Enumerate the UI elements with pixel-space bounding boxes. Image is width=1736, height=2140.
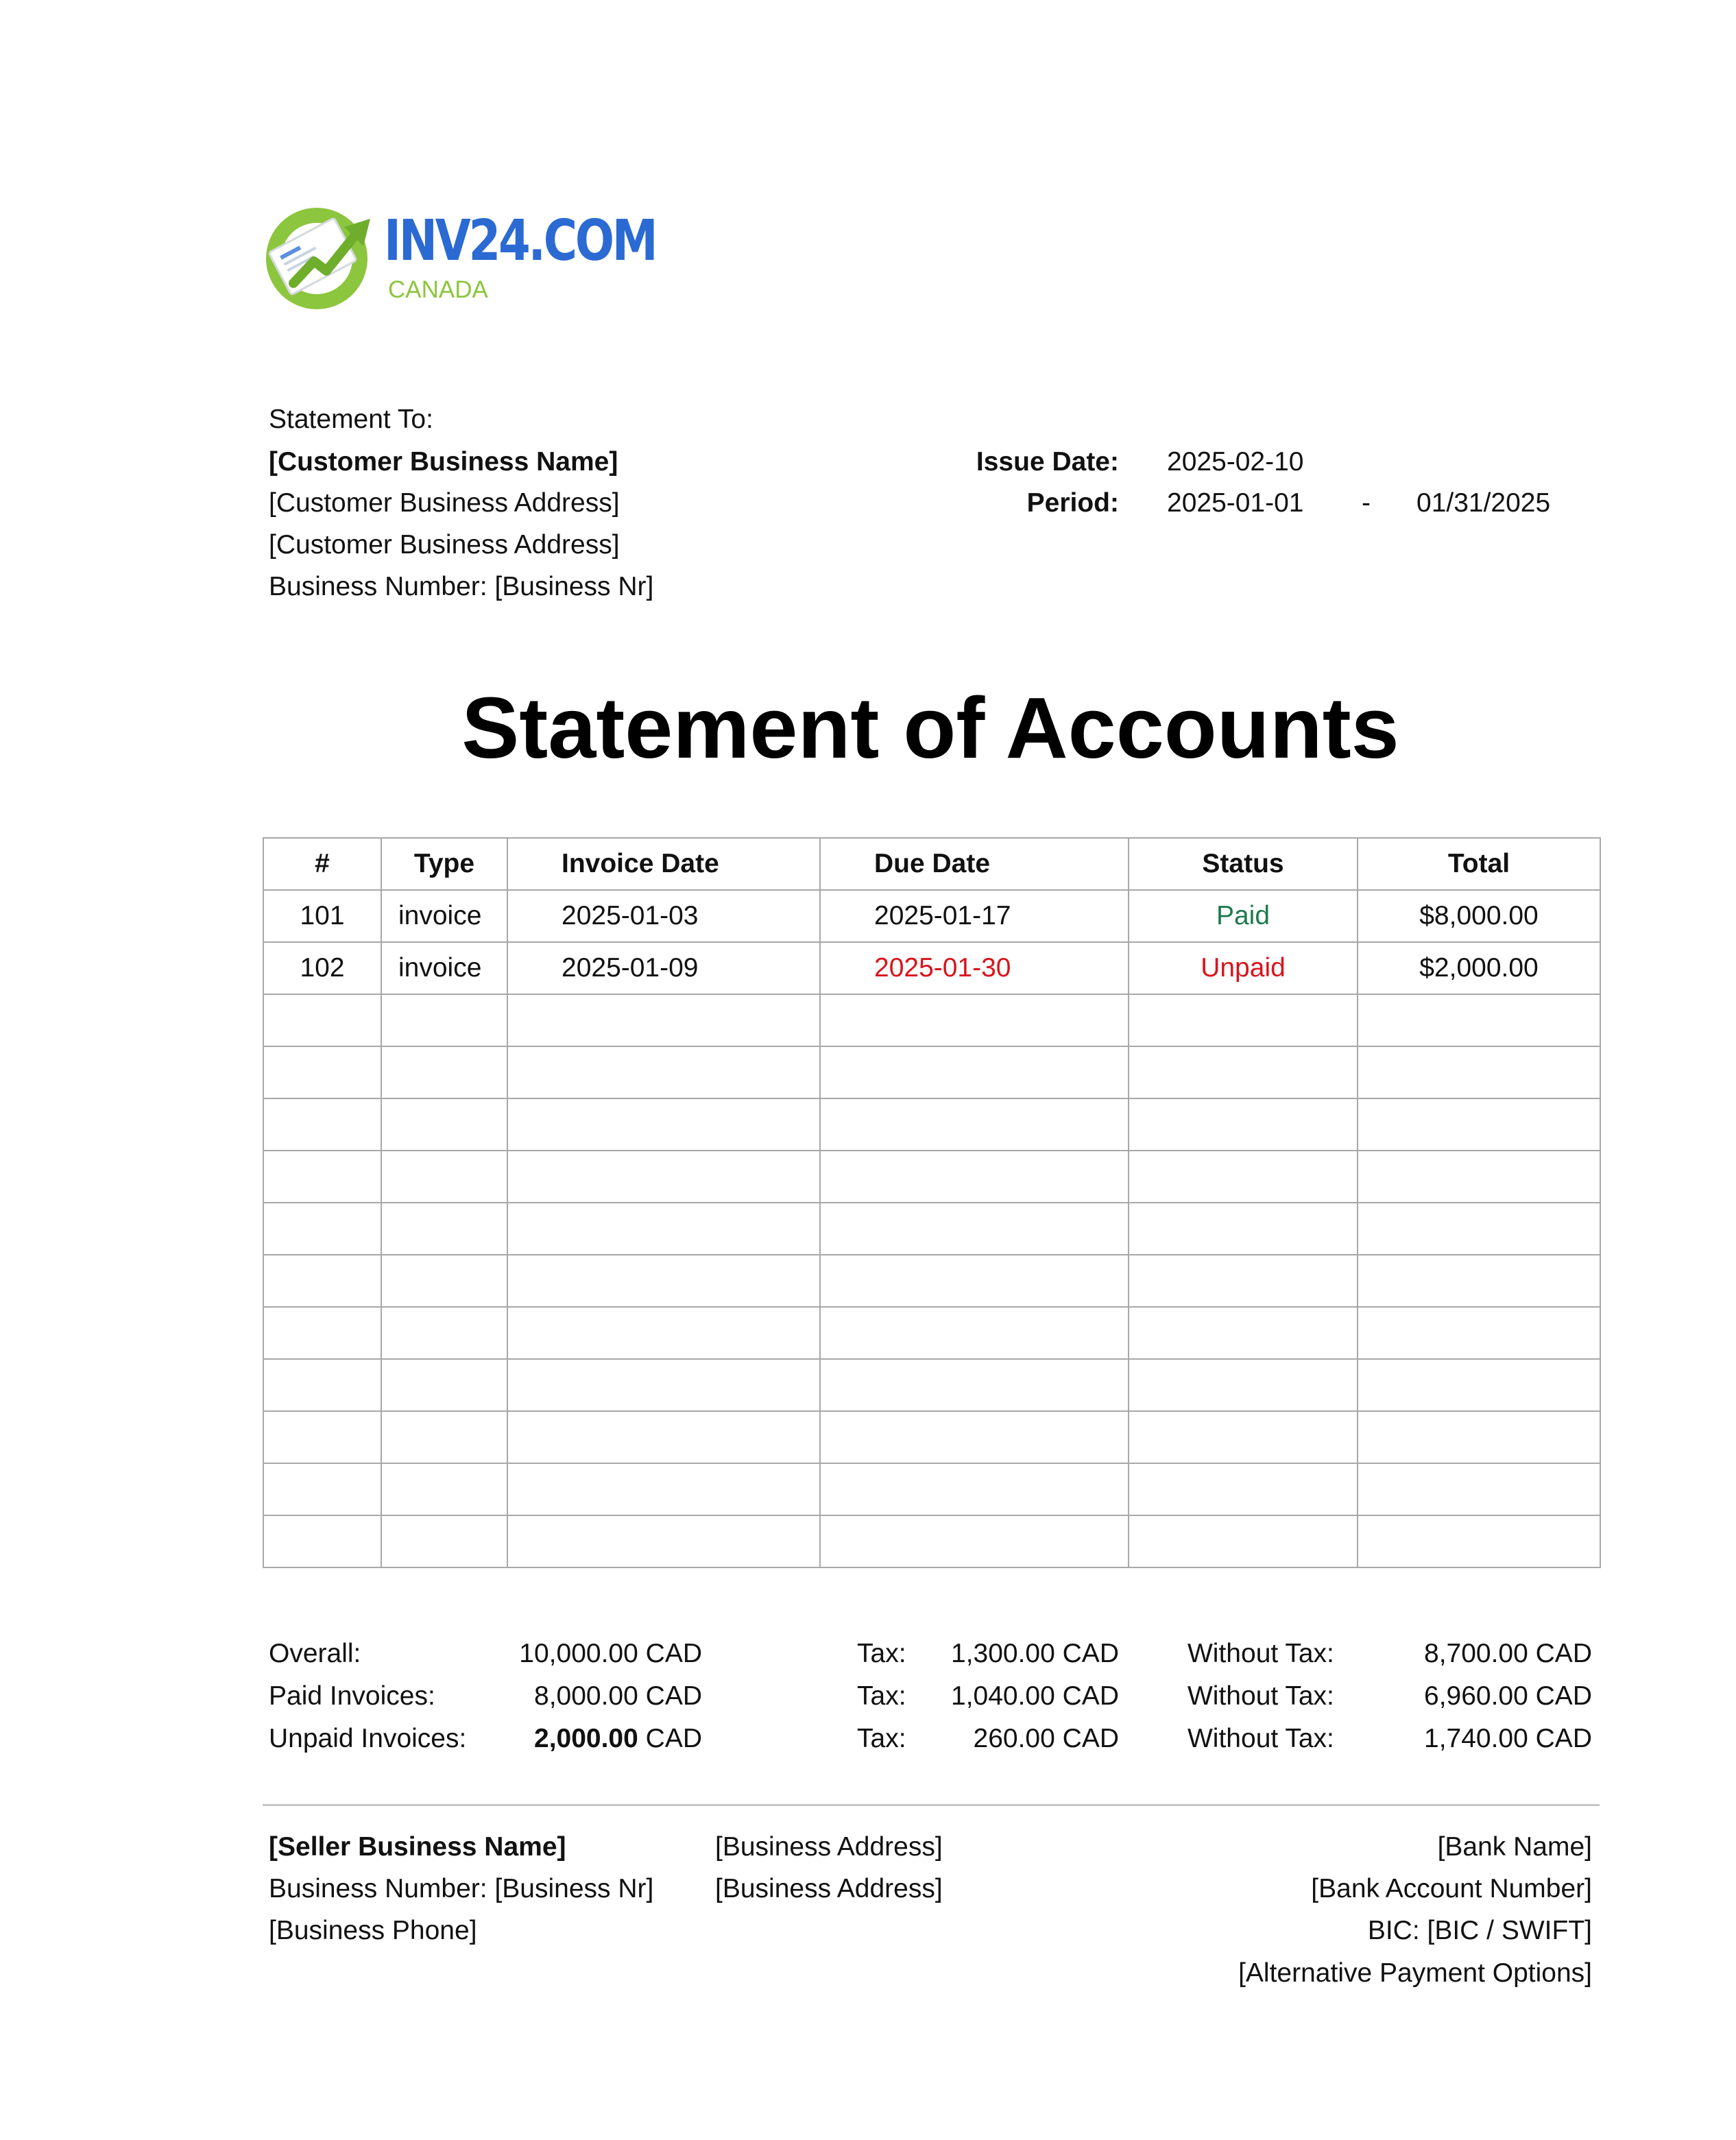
empty-cell	[1129, 1046, 1358, 1098]
empty-cell	[1358, 1515, 1600, 1567]
table-row-empty	[263, 1411, 1600, 1463]
empty-cell	[1129, 1359, 1358, 1411]
empty-cell	[1129, 1151, 1358, 1203]
empty-cell	[381, 994, 507, 1046]
empty-cell	[820, 1151, 1129, 1203]
empty-cell	[820, 994, 1129, 1046]
issue-date-label: Issue Date:	[976, 447, 1119, 477]
seller-address-line-1: [Business Address]	[715, 1832, 943, 1862]
empty-cell	[1129, 1515, 1358, 1567]
seller-address-line-2: [Business Address]	[715, 1874, 943, 1903]
seller-business-number: Business Number: [Business Nr]	[269, 1874, 654, 1903]
logo-name: INV24.COM	[384, 208, 656, 274]
column-header-number: #	[263, 838, 381, 890]
empty-cell	[507, 1411, 820, 1463]
customer-name: [Customer Business Name]	[269, 447, 618, 477]
empty-cell	[381, 1046, 507, 1098]
footer-divider	[263, 1804, 1600, 1806]
empty-cell	[1129, 1255, 1358, 1307]
empty-cell	[820, 1359, 1129, 1411]
bank-name: [Bank Name]	[1437, 1832, 1592, 1862]
summary-unpaid-tax: 260.00 CAD	[973, 1724, 1119, 1753]
row-due-date: 2025-01-17	[820, 890, 1129, 942]
logo-chart-icon	[261, 195, 377, 312]
table-row-empty	[263, 1359, 1600, 1411]
empty-cell	[1358, 994, 1600, 1046]
empty-cell	[507, 994, 820, 1046]
empty-cell	[820, 1515, 1129, 1567]
summary-unpaid-without-tax: 1,740.00 CAD	[1424, 1724, 1592, 1753]
row-total: $2,000.00	[1358, 942, 1600, 994]
table-header-row	[263, 838, 1600, 890]
column-header-type: Type	[381, 838, 507, 890]
empty-cell	[263, 1255, 381, 1307]
empty-cell	[263, 1411, 381, 1463]
table-row-empty	[263, 1515, 1600, 1567]
bank-account-number: [Bank Account Number]	[1311, 1874, 1592, 1903]
row-number: 102	[263, 942, 381, 994]
summary-paid-tax-label: Tax:	[857, 1681, 906, 1711]
empty-cell	[263, 1046, 381, 1098]
row-status: Unpaid	[1129, 942, 1358, 994]
empty-cell	[507, 1255, 820, 1307]
empty-cell	[507, 1463, 820, 1515]
empty-cell	[1358, 1098, 1600, 1151]
customer-address-line-2: [Customer Business Address]	[269, 530, 620, 560]
period-label: Period:	[1026, 488, 1119, 518]
logo-subtitle: CANADA	[388, 276, 488, 303]
empty-cell	[1358, 1411, 1600, 1463]
period-end: 01/31/2025	[1416, 488, 1551, 518]
summary-unpaid-label: Unpaid Invoices:	[269, 1724, 467, 1753]
summary-overall-without-tax: 8,700.00 CAD	[1424, 1639, 1592, 1668]
summary-unpaid-without-tax-label: Without Tax:	[1188, 1724, 1334, 1753]
empty-cell	[1358, 1307, 1600, 1359]
statement-to-heading: Statement To:	[269, 405, 433, 434]
summary-overall-without-tax-label: Without Tax:	[1188, 1639, 1334, 1668]
row-number: 101	[263, 890, 381, 942]
empty-cell	[820, 1203, 1129, 1255]
summary-unpaid-tax-label: Tax:	[857, 1724, 906, 1753]
summary-overall-amount: 10,000.00 CAD	[519, 1639, 702, 1668]
table-row	[263, 942, 1600, 994]
alternative-payment-options: [Alternative Payment Options]	[1238, 1958, 1592, 1988]
customer-address-line-1: [Customer Business Address]	[269, 488, 620, 518]
row-invoice-date: 2025-01-03	[507, 890, 820, 942]
row-status: Paid	[1129, 890, 1358, 942]
empty-cell	[1358, 1151, 1600, 1203]
column-header-invoice-date: Invoice Date	[507, 838, 820, 890]
summary-overall-tax: 1,300.00 CAD	[951, 1639, 1119, 1668]
empty-cell	[381, 1307, 507, 1359]
empty-cell	[263, 1098, 381, 1151]
table-row	[263, 890, 1600, 942]
empty-cell	[1129, 994, 1358, 1046]
empty-cell	[507, 1098, 820, 1151]
empty-cell	[381, 1255, 507, 1307]
empty-cell	[507, 1515, 820, 1567]
empty-cell	[1358, 1359, 1600, 1411]
table-row-empty	[263, 1255, 1600, 1307]
empty-cell	[263, 1463, 381, 1515]
empty-cell	[263, 1515, 381, 1567]
empty-cell	[820, 1046, 1129, 1098]
empty-cell	[507, 1151, 820, 1203]
empty-cell	[507, 1359, 820, 1411]
table-row-empty	[263, 1203, 1600, 1255]
summary-paid-tax: 1,040.00 CAD	[951, 1681, 1119, 1711]
summary-paid-amount: 8,000.00 CAD	[534, 1681, 702, 1711]
summary-unpaid-amount: 2,000.00 CAD	[534, 1724, 702, 1753]
empty-cell	[1129, 1203, 1358, 1255]
empty-cell	[381, 1463, 507, 1515]
table-row-empty	[263, 1463, 1600, 1515]
summary-overall-label: Overall:	[269, 1639, 361, 1668]
table-row-empty	[263, 1098, 1600, 1151]
empty-cell	[1129, 1307, 1358, 1359]
row-total: $8,000.00	[1358, 890, 1600, 942]
page-title: Statement of Accounts	[461, 680, 1399, 776]
empty-cell	[263, 1151, 381, 1203]
customer-business-number: Business Number: [Business Nr]	[269, 572, 654, 601]
summary-paid-without-tax-label: Without Tax:	[1188, 1681, 1334, 1711]
empty-cell	[1129, 1463, 1358, 1515]
empty-cell	[1129, 1411, 1358, 1463]
row-type: invoice	[381, 942, 507, 994]
empty-cell	[820, 1098, 1129, 1151]
issue-date-value: 2025-02-10	[1167, 447, 1304, 477]
table-row-empty	[263, 1307, 1600, 1359]
empty-cell	[820, 1307, 1129, 1359]
empty-cell	[507, 1046, 820, 1098]
row-type: invoice	[381, 890, 507, 942]
empty-cell	[1358, 1255, 1600, 1307]
empty-cell	[381, 1203, 507, 1255]
column-header-total: Total	[1358, 838, 1600, 890]
period-separator: -	[1362, 488, 1371, 518]
empty-cell	[263, 1307, 381, 1359]
table-row-empty	[263, 1151, 1600, 1203]
empty-cell	[820, 1463, 1129, 1515]
statement-table	[263, 837, 1601, 1568]
empty-cell	[820, 1255, 1129, 1307]
empty-cell	[1358, 1046, 1600, 1098]
empty-cell	[1358, 1463, 1600, 1515]
empty-cell	[263, 1203, 381, 1255]
summary-paid-without-tax: 6,960.00 CAD	[1424, 1681, 1592, 1711]
row-due-date: 2025-01-30	[820, 942, 1129, 994]
empty-cell	[381, 1515, 507, 1567]
empty-cell	[381, 1098, 507, 1151]
empty-cell	[263, 1359, 381, 1411]
column-header-due-date: Due Date	[820, 838, 1129, 890]
empty-cell	[1129, 1098, 1358, 1151]
table-row-empty	[263, 994, 1600, 1046]
row-invoice-date: 2025-01-09	[507, 942, 820, 994]
empty-cell	[381, 1359, 507, 1411]
company-logo	[261, 195, 656, 319]
empty-cell	[263, 994, 381, 1046]
empty-cell	[381, 1411, 507, 1463]
empty-cell	[381, 1151, 507, 1203]
seller-phone: [Business Phone]	[269, 1916, 477, 1945]
seller-name: [Seller Business Name]	[269, 1832, 566, 1862]
column-header-status: Status	[1129, 838, 1358, 890]
empty-cell	[507, 1307, 820, 1359]
period-start: 2025-01-01	[1167, 488, 1304, 518]
empty-cell	[507, 1203, 820, 1255]
bank-bic: BIC: [BIC / SWIFT]	[1367, 1916, 1592, 1945]
empty-cell	[1358, 1203, 1600, 1255]
summary-overall-tax-label: Tax:	[857, 1639, 906, 1668]
empty-cell	[820, 1411, 1129, 1463]
table-row-empty	[263, 1046, 1600, 1098]
summary-paid-label: Paid Invoices:	[269, 1681, 435, 1711]
